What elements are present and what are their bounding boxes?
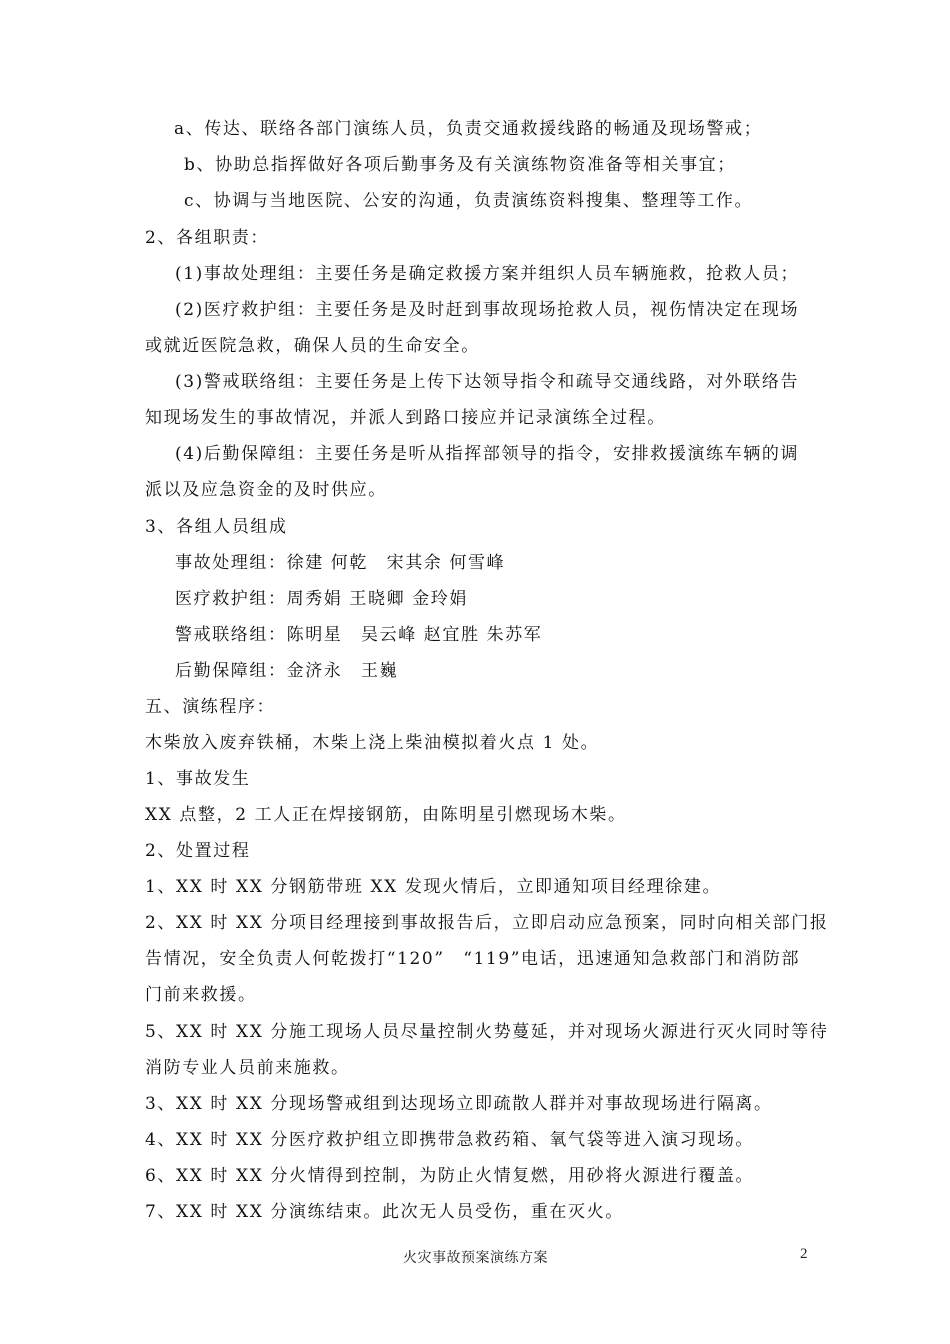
body-text-line: b、协助总指挥做好各项后勤事务及有关演练物资准备等相关事宜； xyxy=(184,155,736,175)
body-text-line: 2、XX 时 XX 分项目经理接到事故报告后，立即启动应急预案，同时向相关部门报 xyxy=(145,913,829,933)
body-text-line: 1、事故发生 xyxy=(145,769,251,789)
body-text-line: c、协调与当地医院、公安的沟通，负责演练资料搜集、整理等工作。 xyxy=(184,191,754,211)
body-text-line: 木柴放入废弃铁桶，木柴上浇上柴油模拟着火点 1 处。 xyxy=(145,733,600,753)
body-text-line: 7、XX 时 XX 分演练结束。此次无人员受伤，重在灭火。 xyxy=(145,1202,624,1222)
body-text-line: 3、XX 时 XX 分现场警戒组到达现场立即疏散人群并对事故现场进行隔离。 xyxy=(145,1094,773,1114)
page-number: 2 xyxy=(800,1246,808,1262)
body-text-line: 1、XX 时 XX 分钢筋带班 XX 发现火情后，立即通知项目经理徐建。 xyxy=(145,877,722,897)
body-text-line: 2、各组职责： xyxy=(145,228,270,248)
body-text-line: 警戒联络组：陈明星 吴云峰 赵宜胜 朱苏军 xyxy=(175,625,543,645)
body-text-line: 2、处置过程 xyxy=(145,841,251,861)
body-text-line: (1)事故处理组：主要任务是确定救援方案并组织人员车辆施救，抢救人员； xyxy=(175,264,800,284)
body-text-line: 5、XX 时 XX 分施工现场人员尽量控制火势蔓延，并对现场火源进行灭火同时等待 xyxy=(145,1022,829,1042)
body-text-line: 派以及应急资金的及时供应。 xyxy=(145,480,387,500)
body-text-line: 事故处理组：徐建 何乾 宋其余 何雪峰 xyxy=(175,553,506,573)
body-text-line: 后勤保障组：金济永 王巍 xyxy=(175,661,399,681)
body-text-line: 6、XX 时 XX 分火情得到控制，为防止火情复燃，用砂将火源进行覆盖。 xyxy=(145,1166,755,1186)
body-text-line: 3、各组人员组成 xyxy=(145,517,288,537)
body-text-line: 门前来救援。 xyxy=(145,985,257,1005)
footer-title: 火灾事故预案演练方案 xyxy=(403,1250,548,1266)
body-text-line: 或就近医院急救，确保人员的生命安全。 xyxy=(145,336,480,356)
body-text-line: 4、XX 时 XX 分医疗救护组立即携带急救药箱、氧气袋等进入演习现场。 xyxy=(145,1130,755,1150)
body-text-line: 知现场发生的事故情况，并派人到路口接应并记录演练全过程。 xyxy=(145,408,666,428)
body-text-line: 告情况，安全负责人何乾拨打“120” “119”电话，迅速通知急救部门和消防部 xyxy=(145,949,801,969)
body-text-line: 医疗救护组：周秀娟 王晓卿 金玲娟 xyxy=(175,589,469,609)
body-text-line: 五、演练程序： xyxy=(145,697,276,717)
body-text-line: (3)警戒联络组：主要任务是上传下达领导指令和疏导交通线路，对外联络告 xyxy=(175,372,800,392)
body-text-line: (2)医疗救护组：主要任务是及时赶到事故现场抢救人员，视伤情决定在现场 xyxy=(175,300,800,320)
body-text-line: 消防专业人员前来施救。 xyxy=(145,1058,350,1078)
body-text-line: XX 点整，2 工人正在焊接钢筋，由陈明星引燃现场木柴。 xyxy=(145,805,627,825)
body-text-line: (4)后勤保障组：主要任务是听从指挥部领导的指令，安排救援演练车辆的调 xyxy=(175,444,800,464)
body-text-line: a、传达、联络各部门演练人员，负责交通救援线路的畅通及现场警戒； xyxy=(174,119,763,139)
